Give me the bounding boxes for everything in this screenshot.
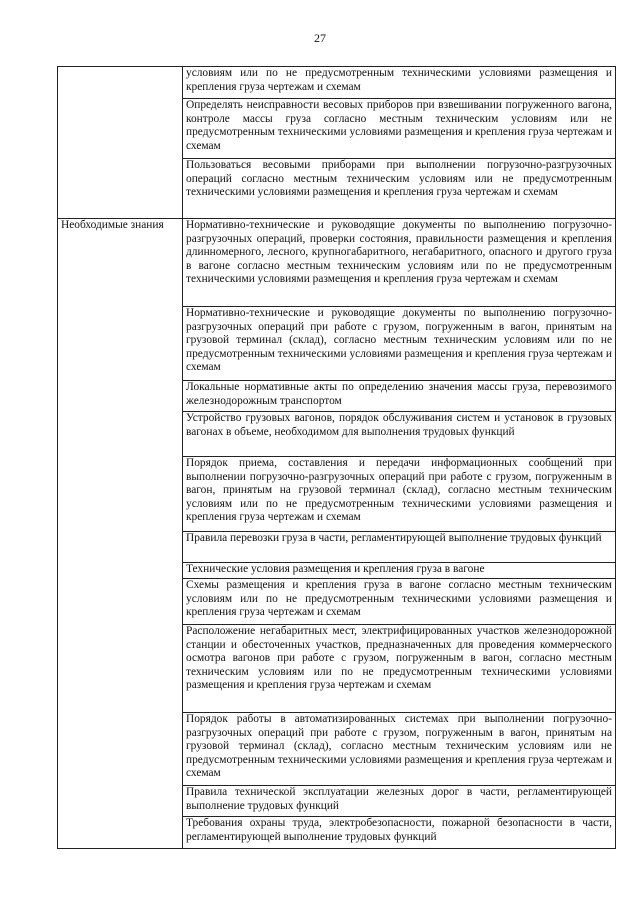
row-text: Устройство грузовых вагонов, порядок обслуживания систем и установок в грузовых вагонах в объеме, необходимом для выполнения трудовых функций [183,412,616,457]
row-label [58,67,183,219]
page-number: 27 [314,31,326,45]
row-text: Порядок работы в автоматизированных системах при выполнении погрузочно-разгрузочных операций при работе с грузом, погруженным в вагон, принятым на грузовой терминал (склад), согласно местным техническим условиям или не предусмотренным техническими условиями размещения и крепления груза чертежам и схемам [183,713,616,786]
row-text: Правила технической эксплуатации железных дорог в части, регламентирующей выполнение трудовых функций [183,786,616,817]
row-text: Порядок приема, составления и передачи информационных сообщений при выполнении погрузочно-разгрузочных операций при работе с грузом, погруженным в вагон, принятым на грузовой терминал (склад), согласно местным техническим условиям или по не предусмотренным техническими условиями размещения и крепления груза чертежам и схемам [183,457,616,532]
section-label-knowledge: Необходимые знания [58,219,183,849]
row-text: Определять неисправности весовых приборов при взвешивании погруженного вагона, контроле массы груза согласно местным техническим условиям или не предусмотренным техническими условиями размещения и крепления груза чертежам и схемам [183,99,616,159]
competency-table [57,66,616,849]
row-text: Пользоваться весовыми приборами при выполнении погрузочно-разгрузочных операций согласно местным техническим условиям или не предусмотренным техническими условиями размещения и крепления груза чертежам и схемам [183,159,616,219]
row-text: Нормативно-технические и руководящие документы по выполнению погрузочно-разгрузочных операций при работе с грузом, погруженным в вагон, принятым на грузовой терминал (склад), согласно местным техническим условиям или по не предусмотренным техническими условиями размещения и крепления груза чертежам и схемам [183,307,616,381]
row-text: Нормативно-технические и руководящие документы по выполнению погрузочно-разгрузочных операций, проверки состояния, правильности размещения и крепления длинномерного, лесного, крупногабаритного, негабаритного, опасного и другого груза в вагоне согласно местным техническим условиям или по не предусмотренным техническими условиями размещения и крепления груза чертежам и схемам [183,219,616,307]
row-text: Расположение негабаритных мест, электрифицированных участков железнодорожной станции и обесточенных участков, предназначенных для проведения коммерческого осмотра вагонов при работе с грузом, погруженным в вагон, согласно местным техническим условиям или по не предусмотренным техническими условиями размещения и крепления груза чертежам и схемам [183,625,616,713]
row-text: Схемы размещения и крепления груза в вагоне согласно местным техническим условиям или по не предусмотренным техническими условиями размещения и крепления груза чертежам и схемам [183,579,616,625]
table-row [58,67,616,99]
row-text: Требования охраны труда, электробезопасности, пожарной безопасности в части, регламентирующей выполнение трудовых функций [183,817,616,849]
row-text: Технические условия размещения и крепления груза в вагоне [183,563,616,579]
table-row [58,219,616,307]
row-text: Локальные нормативные акты по определению значения массы груза, перевозимого железнодорожным транспортом [183,381,616,412]
row-text: Правила перевозки груза в части, регламентирующей выполнение трудовых функций [183,532,616,563]
row-text: условиям или по не предусмотренным техническими условиями размещения и крепления груза чертежам и схемам [183,67,616,99]
